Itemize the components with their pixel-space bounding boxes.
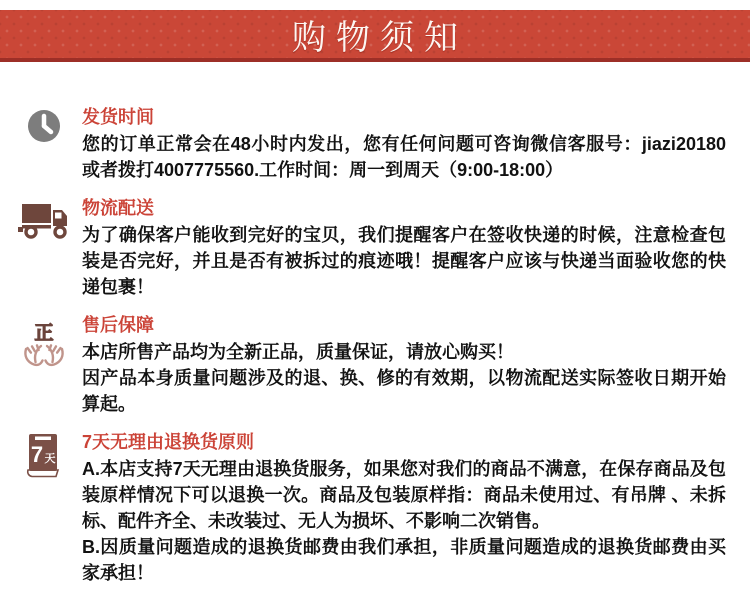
section-body <box>82 222 726 300</box>
genuine-character: 正 <box>34 323 54 344</box>
section-paragraph: A.本店支持7天无理由退换货服务，如果您对我们的商品不满意，在保存商品及包装原样情况下可以退换一次。商品及包装原样指：商品未使用过、有吊牌 、未拆标、配件齐全、未改装过、无人为损坏、不影响二次销售。 <box>82 459 726 531</box>
return-days-number: 7 <box>30 442 44 467</box>
notice-banner <box>0 10 750 62</box>
section-return-policy <box>0 431 750 586</box>
section-paragraph: 本店所售产品均为全新正品，质量保证，请放心购买！ <box>82 342 514 362</box>
guarantee-hands-icon <box>18 318 70 370</box>
section-body <box>82 131 726 183</box>
section-body <box>82 456 726 586</box>
page-title: 购物须知 <box>292 17 468 58</box>
notice-content <box>0 62 750 586</box>
clock-icon <box>18 108 70 160</box>
section-heading: 发货时间 <box>82 107 154 127</box>
section-heading: 7天无理由退换货原则 <box>82 432 255 452</box>
section-paragraph: 为了确保客户能收到完好的宝贝，我们提醒客户在签收快递的时候，注意检查包装是否完好，并且是否有被拆过的痕迹哦！提醒客户应该与快递当面验收您的快递包裹！ <box>82 225 726 297</box>
section-paragraph: B.因质量问题造成的退换货邮费由我们承担，非质量问题造成的退换货邮费由买家承担！ <box>82 537 726 583</box>
section-body <box>82 339 726 417</box>
shopping-notice-page <box>0 10 750 610</box>
section-logistics <box>0 197 750 300</box>
return-days-unit: 天 <box>44 453 56 465</box>
seven-day-return-icon <box>18 433 70 485</box>
truck-icon <box>18 202 70 254</box>
section-heading: 物流配送 <box>82 198 154 218</box>
section-heading: 售后保障 <box>82 315 154 335</box>
section-paragraph: 因产品本身质量问题涉及的退、换、修的有效期，以物流配送实际签收日期开始算起。 <box>82 368 726 414</box>
section-shipping-time <box>0 106 750 183</box>
section-after-sales <box>0 314 750 417</box>
section-paragraph: 您的订单正常会在48小时内发出，您有任何问题可咨询微信客服号：jiazi20180或者拨打4007775560.工作时间：周一到周天（9:00-18:00） <box>82 134 726 180</box>
